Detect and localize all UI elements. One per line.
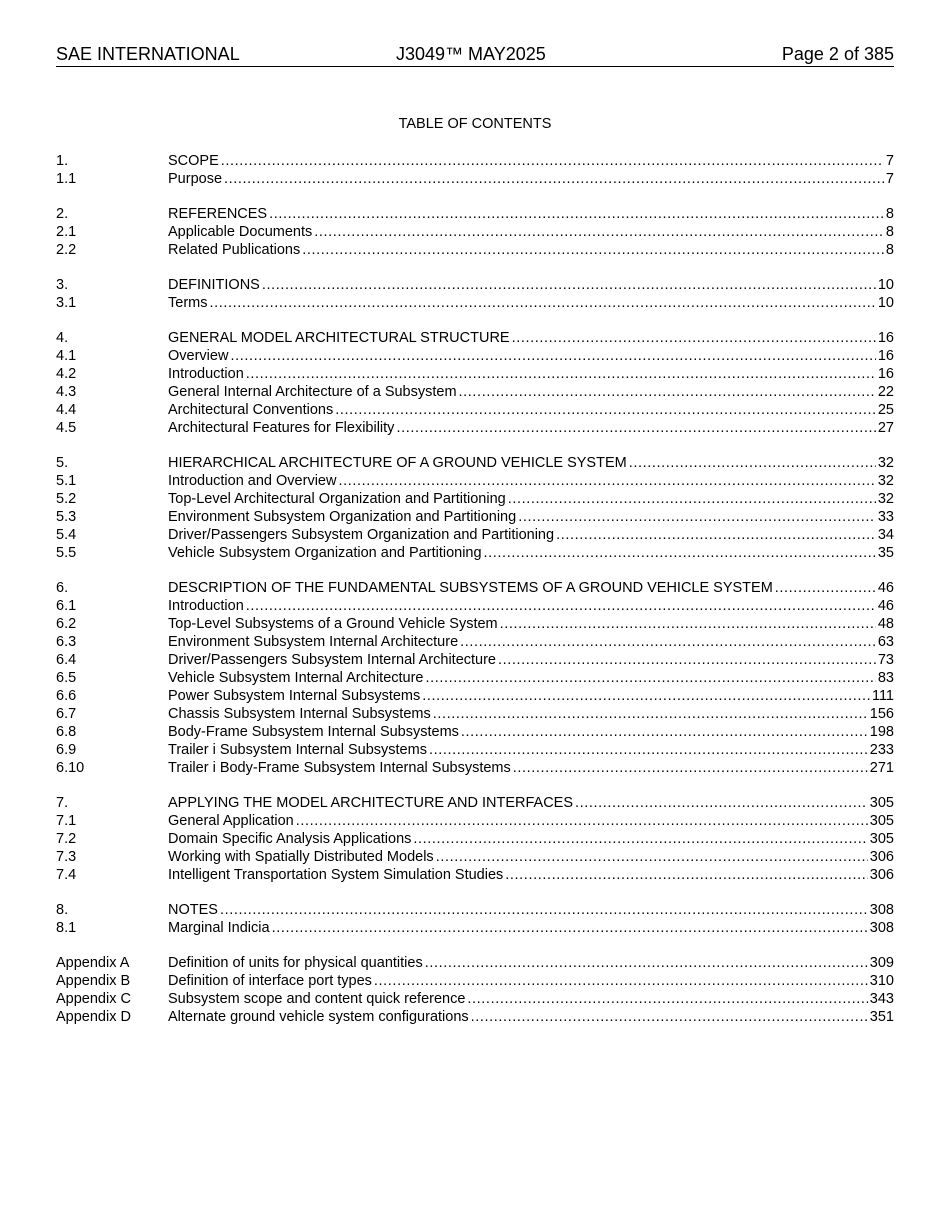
toc-entry-number: 4.5 [56,420,77,436]
toc-entry-title: Definition of interface port types [168,973,372,989]
toc-entry-page: 32 [877,491,894,507]
dot-leader [224,170,884,188]
dot-leader [498,651,876,669]
toc-section [56,329,894,437]
toc-entry-number: 1. [56,153,69,169]
toc-entry-number: 6.3 [56,634,77,650]
toc-entry-number: 6.2 [56,616,77,632]
toc-entry-title: Driver/Passengers Subsystem Organization and Partitioning [168,527,555,543]
dot-leader [508,490,876,508]
toc-entry-number: 4.2 [56,366,77,382]
toc-entry[interactable] [56,954,894,972]
toc-entry-number: 2.1 [56,224,77,240]
toc-entry[interactable] [56,365,894,383]
dot-leader [433,705,868,723]
toc-entry[interactable] [56,544,894,562]
toc-entry-page: 48 [877,616,894,632]
toc-entry-page: 309 [869,955,894,971]
dot-leader [246,597,876,615]
toc-entry[interactable] [56,526,894,544]
toc-entry[interactable] [56,347,894,365]
toc-section [56,579,894,777]
toc-entry-page: 16 [877,348,894,364]
dot-leader [209,294,875,312]
toc-entry-title: Body-Frame Subsystem Internal Subsystems [168,724,459,740]
toc-entry[interactable] [56,990,894,1008]
toc-entry-title: General Internal Architecture of a Subsystem [168,384,457,400]
toc-entry-page: 306 [869,867,894,883]
toc-entry-title: Definition of units for physical quantities [168,955,423,971]
toc-entry-number: 6.5 [56,670,77,686]
dot-leader [629,454,876,472]
toc-entry-title: Chassis Subsystem Internal Subsystems [168,706,431,722]
dot-leader [422,687,870,705]
toc-entry-title: Architectural Features for Flexibility [168,420,395,436]
header-page-number: Page 2 of 385 [781,44,894,64]
dot-leader [459,383,876,401]
toc-entry-number: 5. [56,455,69,471]
dot-leader [396,419,875,437]
toc-entry-number: 8. [56,902,69,918]
toc-title: TABLE OF CONTENTS [398,116,552,132]
toc-entry-number: 7.4 [56,867,77,883]
toc-entry-title: Introduction [168,366,244,382]
toc-entry-title: DESCRIPTION OF THE FUNDAMENTAL SUBSYSTEMS OF A GROUND VEHICLE SYSTEM [168,580,773,596]
toc-entry-number: 5.4 [56,527,77,543]
toc-entry-number: 6.9 [56,742,77,758]
toc-entry-page: 73 [877,652,894,668]
toc-entry-page: 271 [869,760,894,776]
table-of-contents [56,152,894,1043]
toc-entry-page: 25 [877,402,894,418]
toc-entry[interactable] [56,401,894,419]
header-organization: SAE INTERNATIONAL [56,44,240,64]
toc-entry-number: Appendix D [56,1009,131,1025]
toc-entry-number: Appendix C [56,991,131,1007]
toc-entry-title: Power Subsystem Internal Subsystems [168,688,421,704]
toc-entry-page: 46 [877,598,894,614]
dot-leader [314,223,884,241]
toc-entry-page: 233 [869,742,894,758]
toc-entry[interactable] [56,794,894,812]
toc-entry-title: Trailer i Body-Frame Subsystem Internal Subsystems [168,760,511,776]
toc-entry-page: 33 [877,509,894,525]
toc-entry[interactable] [56,152,894,170]
toc-entry-title: APPLYING THE MODEL ARCHITECTURE AND INTERFACES [168,795,574,811]
dot-leader [374,972,868,990]
toc-entry[interactable] [56,490,894,508]
toc-entry-title: Top-Level Subsystems of a Ground Vehicle System [168,616,498,632]
dot-leader [272,919,868,937]
toc-entry-number: 6.6 [56,688,77,704]
toc-entry-title: Intelligent Transportation System Simulation Studies [168,867,504,883]
toc-entry-number: 7.1 [56,813,77,829]
toc-entry-page: 10 [877,277,894,293]
toc-entry-title: Environment Subsystem Organization and Partitioning [168,509,517,525]
toc-entry-title: Driver/Passengers Subsystem Internal Architecture [168,652,496,668]
dot-leader [518,508,876,526]
toc-entry-title: Top-Level Architectural Organization and Partitioning [168,491,506,507]
toc-entry-title: Subsystem scope and content quick reference [168,991,466,1007]
dot-leader [425,954,868,972]
toc-section [56,454,894,562]
toc-entry-page: 156 [869,706,894,722]
dot-leader [220,901,868,919]
toc-entry[interactable] [56,723,894,741]
toc-entry-number: 6.7 [56,706,77,722]
toc-entry[interactable] [56,633,894,651]
dot-leader [302,241,884,259]
toc-entry-number: 6.10 [56,760,85,776]
toc-entry-title: Working with Spatially Distributed Models [168,849,434,865]
toc-entry-page: 306 [869,849,894,865]
toc-entry-page: 305 [869,813,894,829]
toc-entry[interactable] [56,741,894,759]
dot-leader [512,329,876,347]
toc-entry-page: 305 [869,831,894,847]
toc-entry-page: 308 [869,920,894,936]
toc-entry-title: General Application [168,813,294,829]
toc-entry-title: HIERARCHICAL ARCHITECTURE OF A GROUND VEHICLE SYSTEM [168,455,627,471]
toc-entry-title: Terms [168,295,208,311]
toc-entry-page: 8 [885,206,894,222]
toc-entry-title: GENERAL MODEL ARCHITECTURAL STRUCTURE [168,330,510,346]
toc-entry[interactable] [56,901,894,919]
toc-entry[interactable] [56,241,894,259]
toc-entry-number: 5.5 [56,545,77,561]
toc-entry-page: 32 [877,473,894,489]
toc-entry[interactable] [56,830,894,848]
toc-entry-number: 3.1 [56,295,77,311]
toc-entry-page: 7 [885,171,894,187]
toc-entry-title: Domain Specific Analysis Applications [168,831,412,847]
toc-entry-title: Marginal Indicia [168,920,270,936]
toc-entry-title: Vehicle Subsystem Internal Architecture [168,670,424,686]
dot-leader [556,526,876,544]
dot-leader [436,848,868,866]
toc-entry-number: 4. [56,330,69,346]
toc-entry-title: Environment Subsystem Internal Architecture [168,634,459,650]
toc-entry-title: Purpose [168,171,223,187]
toc-entry-page: 16 [877,330,894,346]
dot-leader [296,812,868,830]
toc-entry-number: 6.1 [56,598,77,614]
toc-entry[interactable] [56,419,894,437]
toc-entry-title: REFERENCES [168,206,268,222]
toc-entry-page: 308 [869,902,894,918]
dot-leader [471,1008,868,1026]
toc-entry[interactable] [56,1008,894,1026]
toc-entry[interactable] [56,276,894,294]
toc-entry[interactable] [56,205,894,223]
toc-entry-page: 10 [877,295,894,311]
toc-entry-number: 6.4 [56,652,77,668]
dot-leader [775,579,876,597]
toc-entry-title: Introduction and Overview [168,473,337,489]
toc-entry[interactable] [56,223,894,241]
toc-entry-page: 34 [877,527,894,543]
toc-entry-number: 7.3 [56,849,77,865]
toc-entry[interactable] [56,597,894,615]
toc-entry-page: 305 [869,795,894,811]
toc-entry[interactable] [56,919,894,937]
toc-entry-page: 7 [885,153,894,169]
toc-entry-page: 27 [877,420,894,436]
toc-entry[interactable] [56,329,894,347]
dot-leader [246,365,876,383]
toc-entry-page: 32 [877,455,894,471]
toc-section [56,276,894,312]
toc-entry[interactable] [56,615,894,633]
toc-entry[interactable] [56,759,894,777]
dot-leader [461,723,868,741]
toc-entry-page: 111 [871,688,894,704]
toc-section [56,794,894,884]
dot-leader [500,615,876,633]
dot-leader [467,990,867,1008]
toc-entry-page: 16 [877,366,894,382]
dot-leader [262,276,876,294]
toc-entry-number: 5.1 [56,473,77,489]
toc-entry-number: 6. [56,580,69,596]
toc-entry-title: Vehicle Subsystem Organization and Partitioning [168,545,482,561]
toc-entry-title: SCOPE [168,153,219,169]
dot-leader [230,347,875,365]
toc-section [56,954,894,1026]
toc-entry-page: 83 [877,670,894,686]
toc-entry-page: 310 [869,973,894,989]
toc-entry-page: 198 [869,724,894,740]
dot-leader [460,633,876,651]
toc-entry-number: 4.3 [56,384,77,400]
dot-leader [484,544,876,562]
toc-entry[interactable] [56,687,894,705]
toc-entry[interactable] [56,812,894,830]
toc-entry-title: Overview [168,348,229,364]
dot-leader [429,741,868,759]
toc-entry-number: 1.1 [56,171,77,187]
toc-entry[interactable] [56,294,894,312]
toc-entry[interactable] [56,579,894,597]
toc-entry-number: 6.8 [56,724,77,740]
toc-entry[interactable] [56,472,894,490]
toc-entry-number: 2. [56,206,69,222]
toc-entry-page: 22 [877,384,894,400]
toc-entry[interactable] [56,383,894,401]
page-header [56,44,894,67]
dot-leader [221,152,884,170]
dot-leader [575,794,868,812]
toc-entry-number: 3. [56,277,69,293]
toc-entry[interactable] [56,170,894,188]
toc-entry[interactable] [56,848,894,866]
dot-leader [513,759,868,777]
toc-entry[interactable] [56,508,894,526]
toc-entry-number: 4.4 [56,402,77,418]
toc-section [56,901,894,937]
toc-entry[interactable] [56,669,894,687]
toc-entry-title: Related Publications [168,242,301,258]
toc-entry[interactable] [56,454,894,472]
toc-entry-page: 63 [877,634,894,650]
dot-leader [269,205,884,223]
toc-entry[interactable] [56,705,894,723]
dot-leader [426,669,876,687]
toc-entry[interactable] [56,866,894,884]
toc-entry-page: 8 [885,224,894,240]
toc-entry[interactable] [56,651,894,669]
toc-entry-number: Appendix A [56,955,130,971]
toc-entry-number: 2.2 [56,242,77,258]
toc-entry-page: 8 [885,242,894,258]
toc-entry-title: Alternate ground vehicle system configurations [168,1009,469,1025]
toc-entry-page: 35 [877,545,894,561]
toc-entry-title: Architectural Conventions [168,402,334,418]
toc-entry[interactable] [56,972,894,990]
toc-entry-number: 5.3 [56,509,77,525]
toc-entry-title: Applicable Documents [168,224,313,240]
toc-entry-title: DEFINITIONS [168,277,260,293]
dot-leader [505,866,868,884]
toc-entry-page: 351 [869,1009,894,1025]
toc-entry-number: 7. [56,795,69,811]
toc-entry-title: Trailer i Subsystem Internal Subsystems [168,742,427,758]
toc-section [56,152,894,188]
toc-entry-page: 343 [869,991,894,1007]
toc-entry-number: 4.1 [56,348,77,364]
toc-entry-number: 5.2 [56,491,77,507]
toc-entry-title: NOTES [168,902,218,918]
dot-leader [338,472,875,490]
toc-entry-number: 7.2 [56,831,77,847]
dot-leader [335,401,876,419]
toc-entry-number: 8.1 [56,920,77,936]
header-document-id: J3049™ MAY2025 [396,44,546,64]
toc-entry-number: Appendix B [56,973,131,989]
toc-entry-title: Introduction [168,598,244,614]
dot-leader [413,830,867,848]
toc-section [56,205,894,259]
toc-entry-page: 46 [877,580,894,596]
